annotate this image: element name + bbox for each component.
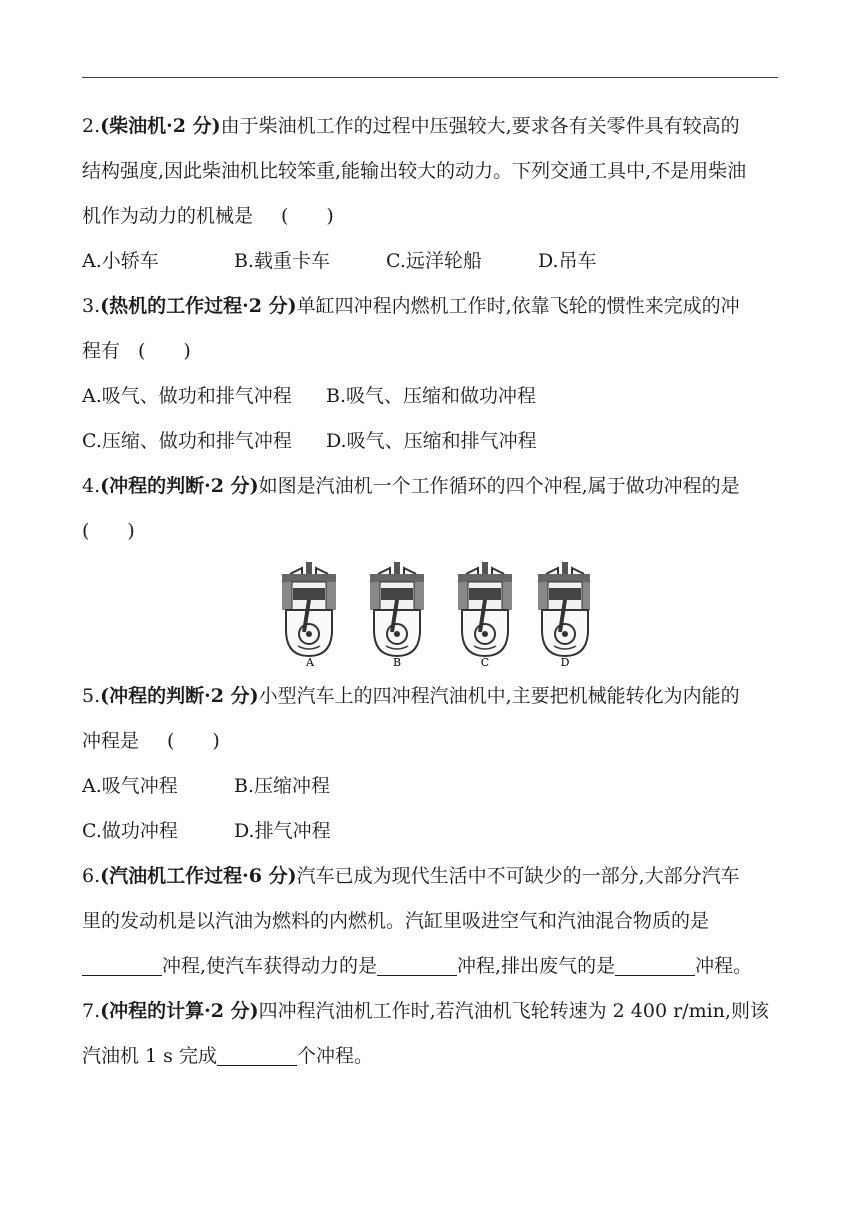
q4-tag: (冲程的判断·2 分): [100, 475, 259, 497]
q3-text-1: 单缸四冲程内燃机工作时,依靠飞轮的惯性来完成的冲: [296, 295, 740, 317]
q2-text-3: 机作为动力的机械是: [82, 205, 254, 227]
q7-text-2b: 个冲程。: [296, 1045, 373, 1067]
q2-option-b: B.载重卡车: [234, 250, 331, 272]
q2-line-3: [82, 194, 782, 239]
q6-blank-2[interactable]: [377, 951, 457, 976]
figure-label-c: C: [480, 656, 490, 668]
q5-text-2: 冲程是: [82, 730, 140, 752]
q3-option-a: A.吸气、做功和排气冲程: [82, 385, 292, 407]
q2-text-1: 由于柴油机工作的过程中压强较大,要求各有关零件具有较高的: [220, 115, 740, 137]
q2-text-2: 结构强度,因此柴油机比较笨重,能输出较大的动力。下列交通工具中,不是用柴油: [82, 160, 747, 182]
q7-tag: (冲程的计算·2 分): [100, 1000, 259, 1022]
q3-option-d: D.吸气、压缩和排气冲程: [326, 430, 537, 452]
q6-line-1: [82, 854, 782, 899]
q3-text-2: 程有: [82, 340, 121, 362]
q7-line-1: [82, 989, 782, 1034]
q5-text-1: 小型汽车上的四冲程汽油机中,主要把机械能转化为内能的: [258, 685, 740, 707]
q7-text-2a: 汽油机 1 s 完成: [82, 1045, 217, 1067]
q3-number: 3.: [82, 295, 101, 317]
q5-number: 5.: [82, 685, 101, 707]
q6-number: 6.: [82, 865, 101, 887]
figure-label-a: A: [306, 656, 314, 668]
q3-answer-paren: ( ): [138, 340, 191, 362]
q2-answer-paren: ( ): [281, 205, 334, 227]
q6-seg-1: 冲程,使汽车获得动力的是: [162, 955, 378, 977]
q3-option-c: C.压缩、做功和排气冲程: [82, 430, 292, 452]
q4-line-2: [82, 509, 782, 554]
q5-option-c: C.做功冲程: [82, 820, 178, 842]
q6-text-1: 汽车已成为现代生活中不可缺少的一部分,大部分汽车: [296, 865, 740, 887]
q5-tag: (冲程的判断·2 分): [100, 685, 259, 707]
question-list: [82, 104, 782, 1079]
figure-label-b: B: [392, 656, 402, 668]
q5-options-row-2: [82, 809, 782, 854]
q6-blank-3[interactable]: [615, 951, 695, 976]
figure-label-d: D: [560, 656, 570, 668]
q6-blank-1[interactable]: [82, 951, 162, 976]
q5-option-d: D.排气冲程: [234, 820, 331, 842]
q6-line-2: [82, 899, 782, 944]
q6-text-2: 里的发动机是以汽油为燃料的内燃机。汽缸里吸进空气和汽油混合物质的是: [82, 910, 710, 932]
q7-blank[interactable]: [217, 1041, 297, 1066]
q7-text-1: 四冲程汽油机工作时,若汽油机飞轮转速为 2 400 r/min,则该: [258, 1000, 769, 1022]
q2-line-1: [82, 104, 782, 149]
q5-answer-paren: ( ): [167, 730, 220, 752]
q5-line-2: [82, 719, 782, 764]
q2-option-a: A.小轿车: [82, 250, 159, 272]
q2-option-d: D.吊车: [538, 250, 597, 272]
q6-line-3: [82, 944, 782, 989]
q3-line-2: [82, 329, 782, 374]
q5-option-a: A.吸气冲程: [82, 775, 178, 797]
q2-tag: (柴油机·2 分): [100, 115, 221, 137]
q3-tag: (热机的工作过程·2 分): [100, 295, 297, 317]
q2-options: [82, 239, 782, 284]
q7-line-2: [82, 1034, 782, 1079]
q4-number: 4.: [82, 475, 101, 497]
engine-strokes-figure: [82, 554, 782, 674]
header-rule: [82, 77, 778, 78]
q4-answer-paren: ( ): [82, 520, 135, 542]
q2-number: 2.: [82, 115, 101, 137]
q7-number: 7.: [82, 1000, 101, 1022]
q6-seg-3: 冲程。: [695, 955, 753, 977]
q2-line-2: [82, 149, 782, 194]
q3-options-row-1: [82, 374, 782, 419]
q6-tag: (汽油机工作过程·6 分): [100, 865, 297, 887]
q3-line-1: [82, 284, 782, 329]
q5-options-row-1: [82, 764, 782, 809]
q5-line-1: [82, 674, 782, 719]
q2-option-c: C.远洋轮船: [386, 250, 482, 272]
q4-line-1: [82, 464, 782, 509]
q5-option-b: B.压缩冲程: [234, 775, 331, 797]
q3-option-b: B.吸气、压缩和做功冲程: [326, 385, 537, 407]
q4-text-1: 如图是汽油机一个工作循环的四个冲程,属于做功冲程的是: [258, 475, 740, 497]
q3-options-row-2: [82, 419, 782, 464]
q6-seg-2: 冲程,排出废气的是: [457, 955, 616, 977]
engine-diagram: [270, 560, 590, 668]
